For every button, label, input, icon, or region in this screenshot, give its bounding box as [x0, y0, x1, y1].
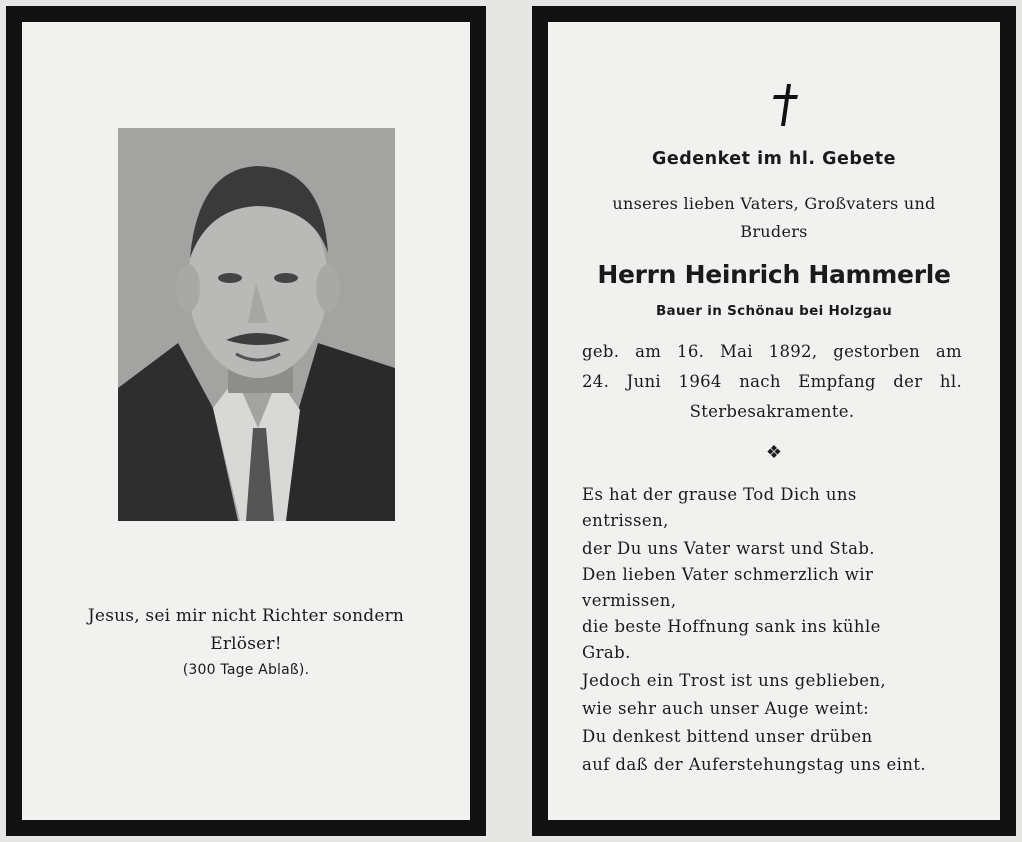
prayer-line: Jesus, sei mir nicht Richter sondern	[87, 606, 405, 626]
poem-line: vermissen,	[582, 591, 677, 610]
heading: Gedenket im hl. Gebete	[652, 149, 896, 169]
latin-cross-icon	[770, 82, 800, 132]
left-card	[6, 6, 486, 836]
intro-text	[548, 190, 1000, 246]
poem-line: wie sehr auch unser Auge weint:	[582, 699, 870, 718]
poem-line: entrissen,	[582, 511, 669, 530]
poem	[582, 483, 972, 779]
poem-line: auf daß der Auferstehungstag uns eint.	[582, 755, 926, 774]
four-diamond-ornament-icon: ❖	[765, 442, 783, 463]
poem-line: Es hat der grause Tod Dich uns	[582, 485, 857, 504]
indulgence-note: (300 Tage Ablaß).	[182, 662, 310, 678]
poem-line: Den lieben Vater schmerzlich wir	[582, 565, 874, 584]
intro-line: unseres lieben Vaters, Großvaters und	[612, 194, 936, 213]
intro-line: Bruders	[740, 222, 808, 241]
prayer-line: Erlöser!	[210, 634, 282, 654]
occupation: Bauer in Schönau bei Holzgau	[655, 303, 893, 319]
poem-line: Grab.	[582, 643, 631, 662]
life-dates	[582, 337, 962, 427]
poem-line: der Du uns Vater warst und Stab.	[582, 539, 875, 558]
poem-line: Jedoch ein Trost ist uns geblieben,	[582, 671, 887, 690]
right-card	[532, 6, 1016, 836]
poem-line: die beste Hoffnung sank ins kühle	[582, 617, 881, 636]
deceased-name: Herrn Heinrich Hammerle	[597, 260, 951, 289]
portrait-photo	[118, 128, 395, 521]
dates-line: geb. am 16. Mai 1892, gestorben am	[582, 342, 962, 361]
poem-line: Du denkest bittend unser drüben	[582, 727, 873, 746]
dates-line: 24. Juni 1964 nach Empfang der hl.	[582, 372, 962, 391]
prayer-block	[22, 602, 470, 682]
dates-line: Sterbesakramente.	[689, 402, 855, 421]
